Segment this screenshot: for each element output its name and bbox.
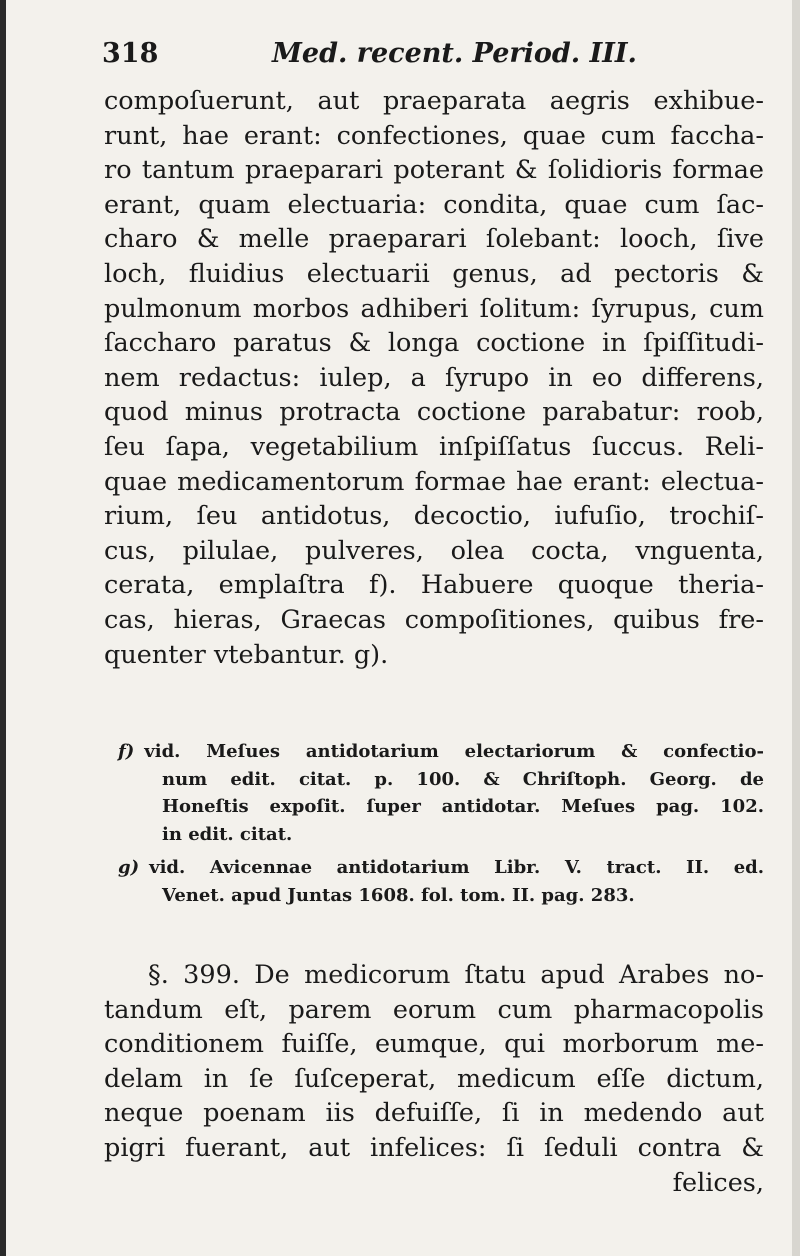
- footnotes: [118, 738, 764, 915]
- text-line: charo & melle praeparari ſolebant: looch, ſive: [104, 224, 764, 255]
- footnote-line: in edit. citat.: [162, 823, 293, 845]
- text-line: neque poenam iis defuiſſe, ſi in medendo aut: [104, 1098, 764, 1129]
- running-title: Med. recent. Period. III.: [272, 38, 637, 69]
- main-paragraph: [104, 84, 764, 672]
- footnote-g: [118, 854, 764, 909]
- text-line: pigri fuerant, aut infelices: ſi ſeduli contra &: [104, 1132, 764, 1163]
- text-line: delam in ſe ſuſceperat, medicum eſſe dictum,: [104, 1063, 764, 1094]
- text-line: ro tantum praeparari poterant & ſolidioris formae: [104, 155, 764, 186]
- text-line: rium, ſeu antidotus, decoctio, iufuſio, trochiſ-: [104, 501, 764, 532]
- text-line: quenter vtebantur. g).: [104, 639, 389, 670]
- text-line: compoſuerunt, aut praeparata aegris exhibue-: [104, 86, 764, 116]
- section-399: [104, 958, 764, 1200]
- text-line: quod minus protracta coctione parabatur: roob,: [104, 397, 764, 428]
- text-line: ſeu ſapa, vegetabilium inſpiſſatus ſuccus. Reli-: [104, 431, 764, 462]
- page-edge-shadow: [0, 0, 6, 1256]
- footnote-marker: g): [118, 857, 140, 878]
- footnote-line: num edit. citat. p. 100. & Chriſtoph. Georg. de: [162, 768, 764, 790]
- footnote-f: [118, 738, 764, 848]
- text-line: tandum eſt, parem eorum cum pharmacopolis: [104, 994, 764, 1025]
- text-line: quae medicamentorum formae hae erant: electua-: [104, 466, 764, 497]
- text-line: §. 399. De medicorum ſtatu apud Arabes no-: [148, 960, 764, 990]
- footnote-line: Honeſtis expoſit. ſuper antidotar. Meſues pag. 102.: [162, 796, 764, 817]
- footnote-text: vid. Meſues antidotarium electariorum & confectio-: [144, 741, 764, 762]
- text-line: ſaccharo paratus & longa coctione in ſpiſſitudi-: [104, 328, 764, 359]
- footnote-line: [118, 738, 764, 766]
- catchword: felices,: [672, 1167, 764, 1198]
- text-line: erant, quam electuaria: condita, quae cum ſac-: [104, 189, 764, 220]
- text-line: conditionem fuiſſe, eumque, qui morborum me-: [104, 1029, 764, 1060]
- footnote-line: [118, 854, 764, 882]
- text-line: cus, pilulae, pulveres, olea cocta, vnguenta,: [104, 535, 764, 566]
- footnote-line: Venet. apud Juntas 1608. fol. tom. II. pag. 283.: [162, 884, 635, 906]
- footnote-marker: f): [118, 741, 135, 762]
- text-line: cerata, emplaſtra f). Habuere quoque theria-: [104, 570, 764, 601]
- page-number: 318: [102, 38, 159, 69]
- running-head: [102, 38, 762, 78]
- page-edge-margin: [792, 0, 800, 1256]
- text-line: loch, fluidius electuarii genus, ad pectoris &: [104, 258, 764, 289]
- text-line: pulmonum morbos adhiberi ſolitum: ſyrupus, cum: [104, 293, 764, 324]
- text-line: cas, hieras, Graecas compoſitiones, quibus fre-: [104, 604, 764, 635]
- footnote-text: vid. Avicennae antidotarium Libr. V. tract. II. ed.: [149, 857, 764, 878]
- text-line: nem redactus: iulep, a ſyrupo in eo differens,: [104, 362, 764, 393]
- text-line: runt, hae erant: confectiones, quae cum faccha-: [104, 120, 764, 151]
